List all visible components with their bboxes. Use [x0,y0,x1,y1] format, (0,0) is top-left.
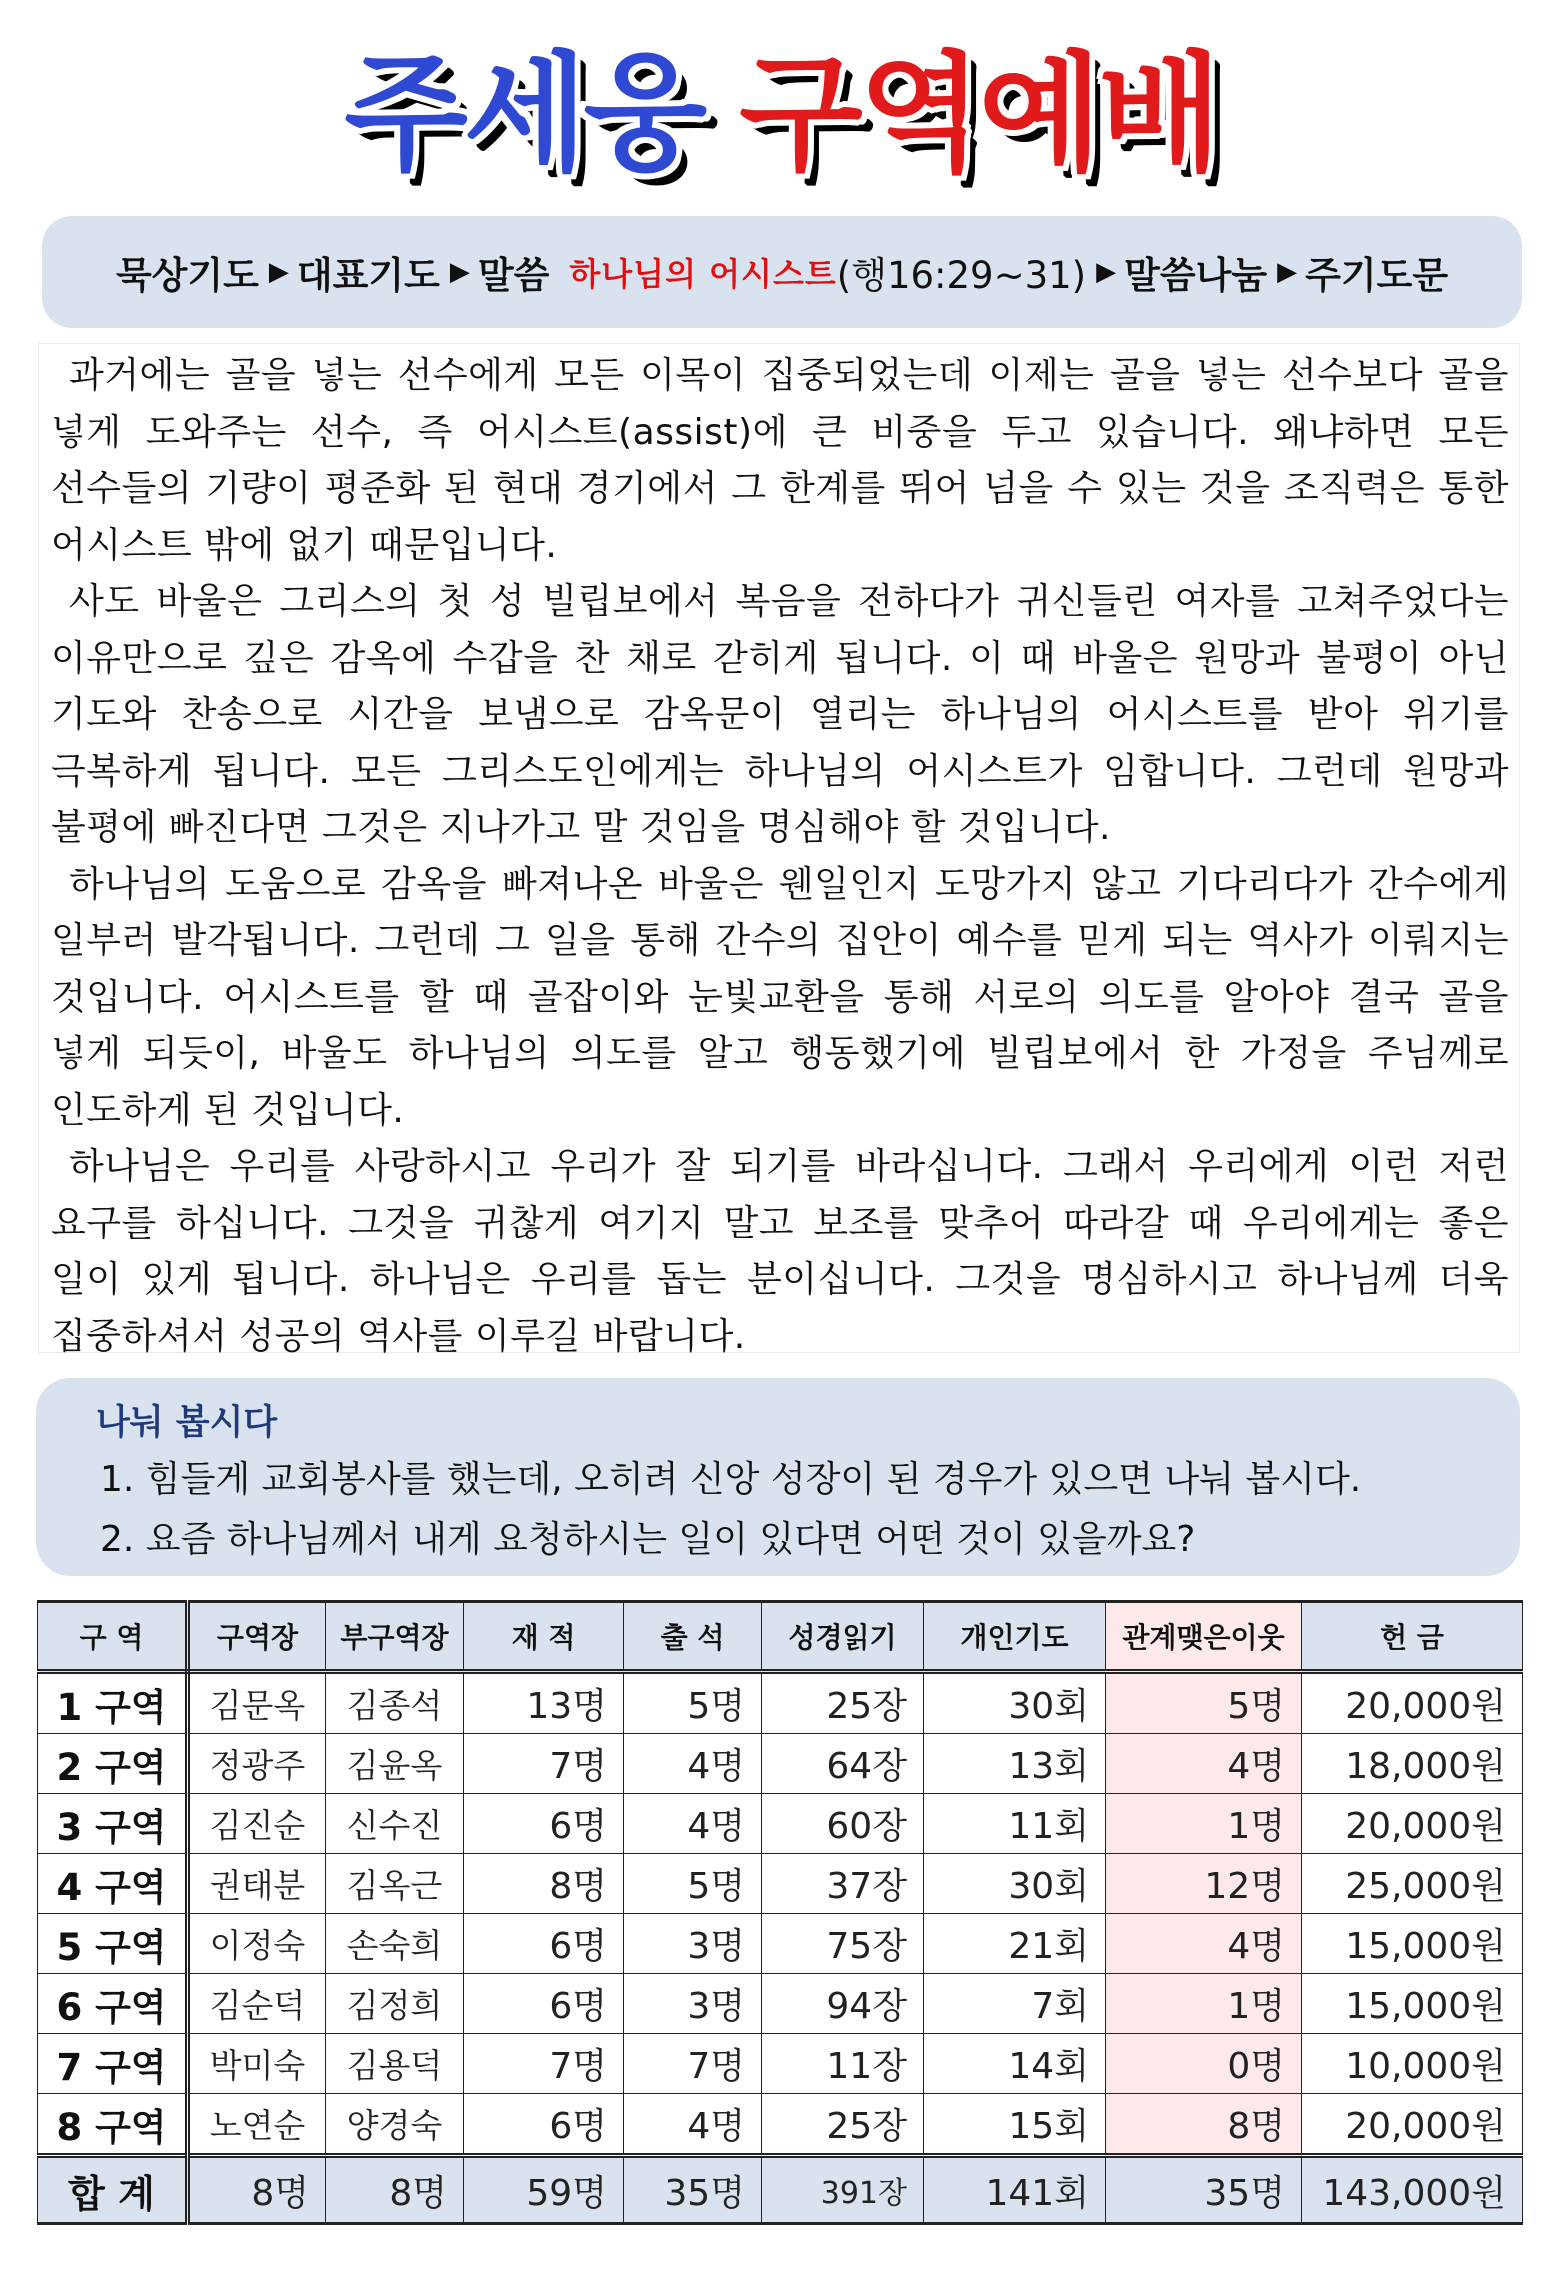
neighbor-cell: 8명 [1106,2094,1302,2156]
table-row [38,1914,1523,1974]
subleader-cell: 김정희 [326,1974,464,2034]
column-header: 헌 금 [1302,1602,1523,1672]
total-prayer: 141회 [924,2156,1106,2224]
total-leaders: 8명 [188,2156,326,2224]
order-item: 묵상기도 [115,254,259,297]
enrolled-cell: 7명 [464,1734,624,1794]
neighbor-cell: 1명 [1106,1794,1302,1854]
total-attendance: 35명 [624,2156,762,2224]
attendance-cell: 5명 [624,1672,762,1734]
enrolled-cell: 6명 [464,1974,624,2034]
bible-reading-cell: 64장 [762,1734,924,1794]
leader-cell: 이정숙 [188,1914,326,1974]
offering-cell: 15,000원 [1302,1974,1523,2034]
order-item: 대표기도 [296,254,440,297]
subleader-cell: 김용덕 [326,2034,464,2094]
offering-cell: 20,000원 [1302,1672,1523,1734]
enrolled-cell: 13명 [464,1672,624,1734]
order-item: 말씀나눔 [1124,254,1268,297]
bible-reading-cell: 94장 [762,1974,924,2034]
offering-cell: 20,000원 [1302,2094,1523,2156]
leader-cell: 박미숙 [188,2034,326,2094]
attendance-cell: 5명 [624,1854,762,1914]
order-item: 주기도문 [1305,254,1449,297]
column-header: 부구역장 [326,1602,464,1672]
district-cell: 6 구역 [38,1974,188,2034]
offering-cell: 20,000원 [1302,1794,1523,1854]
district-cell: 8 구역 [38,2094,188,2156]
total-neighbors: 35명 [1106,2156,1302,2224]
column-header: 재 적 [464,1602,624,1672]
neighbor-cell: 5명 [1106,1672,1302,1734]
district-cell: 4 구역 [38,1854,188,1914]
subleader-cell: 손숙희 [326,1914,464,1974]
enrolled-cell: 8명 [464,1854,624,1914]
leader-cell: 정광주 [188,1734,326,1794]
subleader-cell: 김종석 [326,1672,464,1734]
subleader-cell: 김옥근 [326,1854,464,1914]
neighbor-cell: 12명 [1106,1854,1302,1914]
title-service: 구역예배 [739,40,1218,189]
attendance-cell: 4명 [624,2094,762,2156]
triangle-right-icon: ▶ [449,257,470,287]
leader-cell: 김순덕 [188,1974,326,2034]
column-header: 개인기도 [924,1602,1106,1672]
neighbor-cell: 1명 [1106,1974,1302,2034]
attendance-cell: 3명 [624,1914,762,1974]
sermon-verse: (행16:29~31) [836,254,1087,297]
worship-order-bar [42,216,1522,328]
table-row [38,1734,1523,1794]
district-report-table [37,1600,1523,2225]
table-row [38,1854,1523,1914]
district-cell: 7 구역 [38,2034,188,2094]
prayer-cell: 14회 [924,2034,1106,2094]
neighbor-cell: 4명 [1106,1734,1302,1794]
discussion-question: 2. 요즘 하나님께서 내게 요청하시는 일이 있다면 어떤 것이 있을까요? [100,1519,1196,1560]
offering-cell: 18,000원 [1302,1734,1523,1794]
neighbor-cell: 4명 [1106,1914,1302,1974]
attendance-cell: 4명 [624,1794,762,1854]
sermon-paragraph: 하나님은 우리를 사랑하시고 우리가 잘 되기를 바라십니다. 그래서 우리에게 이런 저런 요구를 하십니다. 그것을 귀찮게 여기지 말고 보조를 맞추어 따라갈 때 우리에게는 좋은 일이 있게 됩니다. 하나님은 우리를 돕는 분이십니다. 그것을 명심하시고 하나님께 더욱 집중하셔서 성공의 역사를 이루길 바랍니다. [51,1146,1509,1357]
column-header: 구 역 [38,1602,188,1672]
table-total-row [38,2156,1523,2224]
total-enrolled: 59명 [464,2156,624,2224]
prayer-cell: 11회 [924,1794,1106,1854]
table-header-row [38,1602,1523,1672]
sermon-paragraph: 하나님의 도움으로 감옥을 빠져나온 바울은 웬일인지 도망가지 않고 기다리다가 간수에게 일부러 발각됩니다. 그런데 그 일을 통해 간수의 집안이 예수를 믿게 되는 역사가 이뤄지는 것입니다. 어시스트를 할 때 골잡이와 눈빛교환을 통해 서로의 의도를 알아야 결국 골을 넣게 되듯이, 바울도 하나님의 의도를 알고 행동했기에 빌립보에서 한 가정을 주님께로 인도하게 된 것입니다. [51,863,1509,1131]
attendance-cell: 7명 [624,2034,762,2094]
prayer-cell: 30회 [924,1672,1106,1734]
total-subleaders: 8명 [326,2156,464,2224]
total-label: 합 계 [38,2156,188,2224]
page-title [0,18,1562,188]
subleader-cell: 신수진 [326,1794,464,1854]
attendance-cell: 3명 [624,1974,762,2034]
column-header: 관계맺은이웃 [1106,1602,1302,1672]
enrolled-cell: 6명 [464,1794,624,1854]
sermon-paragraph: 사도 바울은 그리스의 첫 성 빌립보에서 복음을 전하다가 귀신들린 여자를 고쳐주었다는 이유만으로 깊은 감옥에 수갑을 찬 채로 갇히게 됩니다. 이 때 바울은 원망과 불평이 아닌 기도와 찬송으로 시간을 보냄으로 감옥문이 열리는 하나님의 어시스트를 받아 위기를 극복하게 됩니다. 모든 그리스도인에게는 하나님의 어시스트가 임합니다. 그런데 원망과 불평에 빠진다면 그것은 지나가고 말 것임을 명심해야 할 것입니다. [51,581,1509,848]
bible-reading-cell: 25장 [762,2094,924,2156]
subleader-cell: 김윤옥 [326,1734,464,1794]
district-cell: 5 구역 [38,1914,188,1974]
prayer-cell: 13회 [924,1734,1106,1794]
prayer-cell: 21회 [924,1914,1106,1974]
attendance-cell: 4명 [624,1734,762,1794]
discussion-question: 1. 힘들게 교회봉사를 했는데, 오히려 신앙 성장이 된 경우가 있으면 나눠 봅시다. [100,1459,1362,1500]
prayer-cell: 7회 [924,1974,1106,2034]
leader-cell: 김문옥 [188,1672,326,1734]
leader-cell: 김진순 [188,1794,326,1854]
column-header: 구역장 [188,1602,326,1672]
sermon-body [38,343,1520,1357]
column-header: 출 석 [624,1602,762,1672]
enrolled-cell: 7명 [464,2034,624,2094]
discussion-box [36,1378,1520,1576]
offering-cell: 10,000원 [1302,2034,1523,2094]
total-bible-reading: 391장 [762,2156,924,2224]
offering-cell: 25,000원 [1302,1854,1523,1914]
leader-cell: 권태분 [188,1854,326,1914]
district-cell: 1 구역 [38,1672,188,1734]
enrolled-cell: 6명 [464,1914,624,1974]
table-row [38,2034,1523,2094]
sermon-title: 하나님의 어시스트 [569,255,837,293]
order-item: 말씀 [477,254,550,297]
table-row [38,1974,1523,2034]
bible-reading-cell: 75장 [762,1914,924,1974]
subleader-cell: 양경숙 [326,2094,464,2156]
prayer-cell: 15회 [924,2094,1106,2156]
triangle-right-icon: ▶ [1277,257,1298,287]
column-header: 성경읽기 [762,1602,924,1672]
bible-reading-cell: 60장 [762,1794,924,1854]
total-offering: 143,000원 [1302,2156,1523,2224]
triangle-right-icon: ▶ [1096,257,1117,287]
discussion-heading: 나눠 봅시다 [96,1403,278,1443]
bible-reading-cell: 25장 [762,1672,924,1734]
table-row [38,1794,1523,1854]
leader-cell: 노연순 [188,2094,326,2156]
title-name: 주세웅 [344,40,704,189]
bible-reading-cell: 11장 [762,2034,924,2094]
enrolled-cell: 6명 [464,2094,624,2156]
triangle-right-icon: ▶ [268,257,289,287]
bible-reading-cell: 37장 [762,1854,924,1914]
table-row [38,2094,1523,2156]
sermon-paragraph: 과거에는 골을 넣는 선수에게 모든 이목이 집중되었는데 이제는 골을 넣는 선수보다 골을 넣게 도와주는 선수, 즉 어시스트(assist)에 큰 비중을 두고 있습니다. 왜냐하면 모든 선수들의 기량이 평준화 된 현대 경기에서 그 한계를 뛰어 넘을 수 있는 것을 조직력은 통한 어시스트 밖에 없기 때문입니다. [51,355,1509,566]
table-row [38,1672,1523,1734]
district-cell: 3 구역 [38,1794,188,1854]
district-cell: 2 구역 [38,1734,188,1794]
neighbor-cell: 0명 [1106,2034,1302,2094]
prayer-cell: 30회 [924,1854,1106,1914]
offering-cell: 15,000원 [1302,1914,1523,1974]
